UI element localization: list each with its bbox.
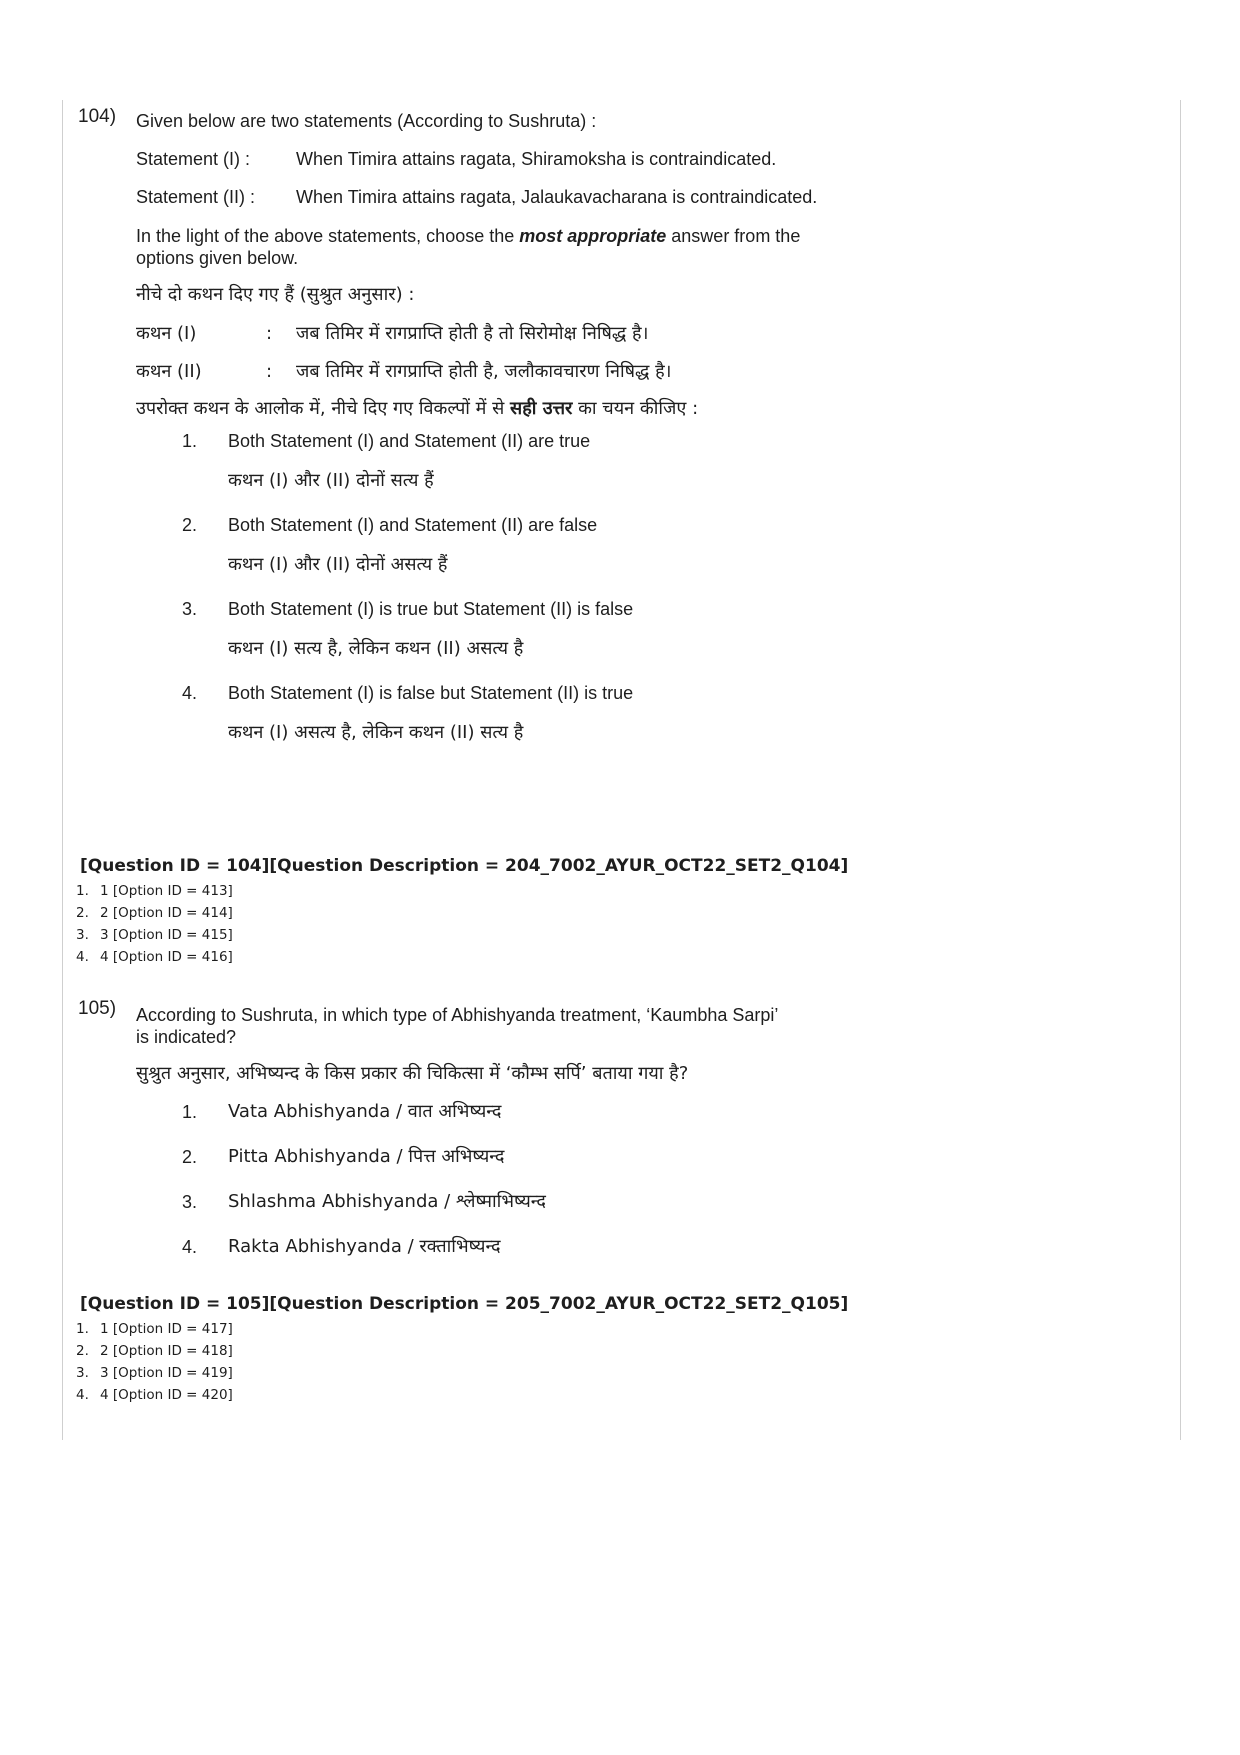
option-number: 4.	[182, 1237, 198, 1257]
option-number: 2.	[182, 1147, 198, 1167]
list-number: 3.	[76, 927, 89, 943]
hindi-instruction	[136, 397, 1158, 421]
option-id-item	[76, 1318, 233, 1340]
option-number: 1.	[182, 1102, 198, 1122]
instruction-text: In the light of the above statements, choose the	[136, 226, 520, 246]
list-number: 1.	[76, 883, 89, 899]
question-number: 104)	[78, 106, 117, 127]
option-id-item	[76, 1340, 233, 1362]
option-text: Rakta Abhishyanda / रक्ताभिष्यन्द	[228, 1236, 501, 1257]
option-id-item	[76, 1362, 233, 1384]
option-text: Shlashma Abhishyanda / श्लेष्माभिष्यन्द	[228, 1191, 546, 1212]
hindi-statement-label: कथन (I)	[136, 323, 197, 344]
option-2[interactable]	[182, 513, 1158, 537]
option-number: 1.	[182, 431, 198, 451]
question-id-line: [Question ID = 104][Question Description = 204_7002_AYUR_OCT22_SET2_Q104]	[80, 856, 849, 876]
list-number: 4.	[76, 1387, 89, 1403]
statement-text: When Timira attains ragata, Jalaukavacharana is contraindicated.	[296, 187, 818, 207]
option-text: Pitta Abhishyanda / पित्त अभिष्यन्द	[228, 1146, 505, 1167]
instruction-emphasis: most appropriate	[519, 226, 667, 246]
question-id-line: [Question ID = 105][Question Description = 205_7002_AYUR_OCT22_SET2_Q105]	[80, 1294, 849, 1314]
option-id-text: 1 [Option ID = 413]	[100, 883, 233, 899]
option-number: 3.	[182, 1192, 198, 1212]
hindi-statement-label: कथन (II)	[136, 361, 202, 382]
hindi-statement-1	[136, 323, 1158, 345]
option-1-hindi: कथन (I) और (II) दोनों सत्य हैं	[228, 470, 434, 491]
instruction-text-end: answer from the options given below.	[136, 226, 801, 268]
statement-1	[136, 148, 1158, 170]
option-id-list	[76, 880, 233, 968]
option-2-hindi: कथन (I) और (II) दोनों असत्य हैं	[228, 554, 448, 575]
hindi-statement-text: जब तिमिर में रागप्राप्ति होती है तो सिरोमोक्ष निषिद्ध है।	[296, 323, 649, 344]
option-number: 4.	[182, 683, 198, 703]
colon: :	[266, 361, 273, 382]
option-1[interactable]	[182, 1100, 1158, 1124]
options-105	[182, 1100, 1158, 1259]
statement-2	[136, 186, 1158, 208]
option-3[interactable]	[182, 1190, 1158, 1214]
option-text: Both Statement (I) is false but Statement (II) is true	[228, 683, 634, 703]
option-id-text: 2 [Option ID = 414]	[100, 905, 233, 921]
option-number: 3.	[182, 599, 198, 619]
colon: :	[266, 323, 273, 344]
option-id-item	[76, 946, 233, 968]
option-id-text: 2 [Option ID = 418]	[100, 1343, 233, 1359]
hindi-intro: नीचे दो कथन दिए गए हैं (सुश्रुत अनुसार) :	[136, 284, 415, 305]
question-line-1: According to Sushruta, in which type of Abhishyanda treatment, ‘Kaumbha Sarpi’	[136, 1005, 779, 1025]
option-id-list	[76, 1318, 233, 1406]
option-text: Both Statement (I) and Statement (II) are false	[228, 515, 598, 535]
right-margin-rule	[1180, 100, 1181, 1440]
option-id-text: 3 [Option ID = 419]	[100, 1365, 233, 1381]
option-4[interactable]	[182, 1235, 1158, 1259]
option-id-item	[76, 880, 233, 902]
option-2[interactable]	[182, 1145, 1158, 1169]
options-104	[182, 429, 1158, 745]
option-text: Both Statement (I) and Statement (II) are true	[228, 431, 591, 451]
hindi-instruction-emphasis: सही उत्तर	[510, 398, 573, 419]
statement-label: Statement (II) :	[136, 187, 256, 207]
option-id-text: 4 [Option ID = 416]	[100, 949, 233, 965]
list-number: 1.	[76, 1321, 89, 1337]
option-4-hindi: कथन (I) असत्य है, लेकिन कथन (II) सत्य है	[228, 722, 524, 743]
hindi-question: सुश्रुत अनुसार, अभिष्यन्द के किस प्रकार की चिकित्सा में ‘कौम्भ सर्पि’ बताया गया है?	[136, 1063, 689, 1084]
option-3[interactable]	[182, 597, 1158, 621]
question-104	[78, 106, 1158, 745]
list-number: 2.	[76, 1343, 89, 1359]
option-4[interactable]	[182, 681, 1158, 705]
option-id-item	[76, 924, 233, 946]
list-number: 3.	[76, 1365, 89, 1381]
question-number: 105)	[78, 998, 117, 1019]
instruction	[136, 225, 826, 269]
option-id-text: 1 [Option ID = 417]	[100, 1321, 233, 1337]
question-105	[78, 998, 1158, 1259]
hindi-statement-2	[136, 361, 1158, 383]
question-intro: Given below are two statements (According to Sushruta) :	[136, 111, 597, 131]
hindi-instruction-text: उपरोक्त कथन के आलोक में, नीचे दिए गए विकल्पों में से	[136, 398, 511, 419]
option-id-item	[76, 902, 233, 924]
option-number: 2.	[182, 515, 198, 535]
list-number: 4.	[76, 949, 89, 965]
left-margin-rule	[62, 100, 63, 1440]
statement-label: Statement (I) :	[136, 149, 251, 169]
hindi-instruction-text-end: का चयन कीजिए :	[572, 398, 699, 419]
option-id-text: 4 [Option ID = 420]	[100, 1387, 233, 1403]
option-3-hindi: कथन (I) सत्य है, लेकिन कथन (II) असत्य है	[228, 638, 524, 659]
list-number: 2.	[76, 905, 89, 921]
option-1[interactable]	[182, 429, 1158, 453]
hindi-statement-text: जब तिमिर में रागप्राप्ति होती है, जलौकावचारण निषिद्ध है।	[296, 361, 672, 382]
option-text: Both Statement (I) is true but Statement (II) is false	[228, 599, 634, 619]
statement-text: When Timira attains ragata, Shiramoksha is contraindicated.	[296, 149, 777, 169]
option-text: Vata Abhishyanda / वात अभिष्यन्द	[228, 1101, 502, 1122]
option-id-item	[76, 1384, 233, 1406]
question-line-2: is indicated?	[136, 1027, 237, 1047]
option-id-text: 3 [Option ID = 415]	[100, 927, 233, 943]
